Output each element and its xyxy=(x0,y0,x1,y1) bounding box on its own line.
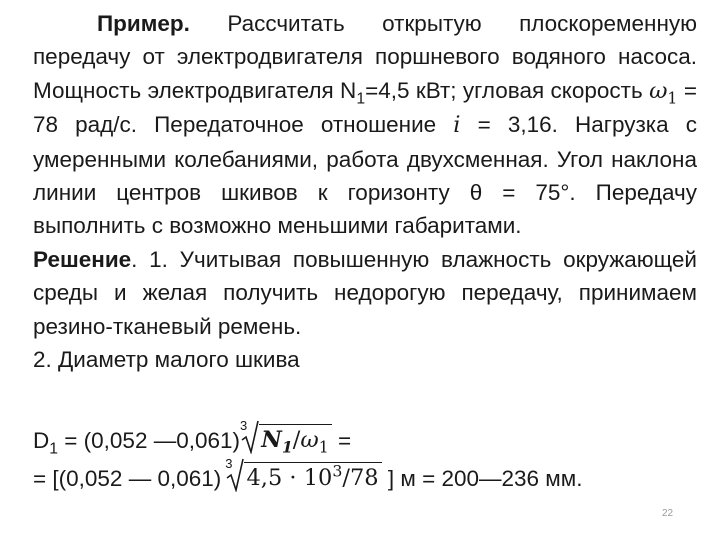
solution-text: . 1. Учитывая повышенную влажность окружающей среды и желая получить недорогую передачу, принимаем резино-тканевый ремень. xyxy=(33,246,697,339)
solution-paragraph xyxy=(33,243,697,343)
example-text-3: = 78 рад/с. Передаточное отношение xyxy=(33,77,697,138)
eq1-power-symbol: N xyxy=(261,427,282,453)
eq2-radicand-divisor: /78 xyxy=(342,465,379,491)
eq2-radicand-exponent: 3 xyxy=(332,461,343,481)
eq2-cube-root xyxy=(226,458,381,492)
power-subscript: 1 xyxy=(356,90,366,108)
eq1-radicand xyxy=(259,424,332,457)
example-text-2: =4,5 кВт; угловая скорость xyxy=(365,77,650,103)
example-text-1: Рассчитать открытую плоскоременную передачу от электродвигателя поршневого водяного насоса. Мощность электродвигателя N xyxy=(33,11,697,103)
eq1-equals: = xyxy=(331,428,352,453)
ratio-symbol: i xyxy=(453,112,461,139)
page-number: 22 xyxy=(662,508,674,519)
eq2-radicand xyxy=(244,462,381,492)
eq1-coefficients: = (0,052 —0,061) xyxy=(58,428,241,453)
eq1-root-index: 3 xyxy=(240,418,248,433)
example-heading: Пример. xyxy=(97,11,190,36)
solution-heading: Решение xyxy=(33,246,132,272)
eq2-result: ] м = 200—236 мм. xyxy=(381,466,583,491)
example-paragraph xyxy=(33,7,697,243)
eq1-omega: ω xyxy=(300,427,319,453)
step-2-heading: 2. Диаметр малого шкива xyxy=(33,347,300,373)
text-body xyxy=(33,7,697,376)
eq1-lhs: D xyxy=(33,428,50,453)
equation-2 xyxy=(33,458,583,492)
eq1-power-subscript: 1 xyxy=(281,437,293,457)
omega-subscript: 1 xyxy=(667,88,678,108)
eq1-slash: / xyxy=(292,427,301,453)
eq2-start: = [(0,052 — 0,061) xyxy=(33,466,222,491)
equation-1 xyxy=(33,418,352,458)
omega-symbol: ω xyxy=(649,77,668,104)
example-text-4: = 3,16. Нагрузка с умеренными колебаниями, работа двухсменная. Угол наклона линии центров шкивов к горизонту θ = 75°. Передачу выполнить с возможно меньшими габаритами. xyxy=(33,112,697,239)
eq2-radicand-base: 4,5 · 10 xyxy=(246,465,333,491)
eq2-root-index: 3 xyxy=(225,456,233,471)
eq1-omega-subscript: 1 xyxy=(318,437,329,457)
eq1-cube-root xyxy=(241,420,332,457)
eq1-lhs-subscript: 1 xyxy=(49,440,59,458)
